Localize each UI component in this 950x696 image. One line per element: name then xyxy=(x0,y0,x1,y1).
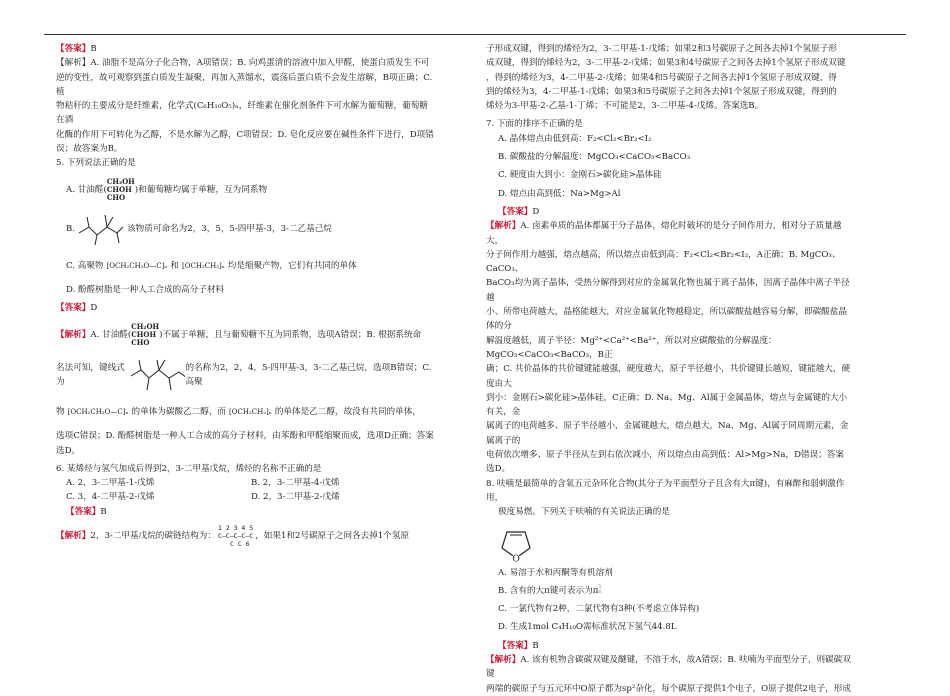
option-5a: A. 甘油醛( CH₂OH CHOH CHO )和葡萄糖均属于单糖，互为同系物 xyxy=(66,176,268,202)
analysis-text: 成双键，得到的烯烃为2，3-二甲基-2-戊烯；如果3和4号碳原子之间各去掉1个氢原子形成双键 xyxy=(486,58,846,69)
answer-label: 【答案】B xyxy=(498,640,539,651)
furan-ring-icon xyxy=(494,520,538,564)
option-6b: B. 2，3-二甲基-4-戊烯 xyxy=(251,478,340,489)
analysis-5b: 名法可知，键线式为 的名称为2，2，4，5-四甲基-3，3-二乙基己烷，选项B错误；C. 高聚 xyxy=(56,355,436,395)
analysis-text: 分子间作用力越强，熔点越高，所以熔点由低到高：F₂<Cl₂<Br₂<I₂，A正确；B. MgCO₃、CaCO₃、 xyxy=(486,249,841,275)
answer-label: 【答案】D xyxy=(498,206,540,217)
analysis-6: 【解析】2，3-二甲基戊烷的碳链结构为： 1 2 3 4 5 C—C—C—C—C C C 6 ，如果1和2号碳原子之间各去掉1个氢原 xyxy=(56,524,410,549)
skeletal-formula-icon xyxy=(129,358,186,392)
option-5d: D. 酚醛树脂是一种人工合成的高分子材料 xyxy=(66,284,225,295)
analysis-text: 确；C. 共价晶体的共价键键能越强，硬度越大，原子半径越小，共价键键长越短，键能越大，硬度由大 xyxy=(486,364,851,389)
analysis-text: ，得到的烯烃为3，4-二甲基-2-戊烯；如果4和5号碳原子之间各去掉1个氢原子形成双键，得 xyxy=(486,72,837,83)
analysis-text: 到的烯烃为3，4-二甲基-1-戊烯；如果3和5号碳原子之间各去掉1个氢原子形成双键，得到的 xyxy=(486,86,837,97)
analysis-text: 【解析】A. 油脂不是高分子化合物，A项错误；B. 向鸡蛋清的溶液中加入甲醛，使蛋白质发生不可 xyxy=(56,58,430,69)
analysis-text: 【解析】A. 该有机物含碳碳双键及醚键，不溶于水，故A错误；B. 呋喃为平面型分子，则碳碳双键 xyxy=(486,654,851,680)
analysis-text: 烯烃为3-甲基-2-乙基-1-丁烯；不可能是2，3-二甲基-4-戊烯。答案选B。 xyxy=(486,101,764,112)
analysis-text: BaCO₃均为离子晶体，受热分解得到对应的金属氧化物也属于离子晶体，因离子晶体中离子半径越 xyxy=(486,278,850,303)
analysis-5c: 物 [OCH₂CH₂O—C]ₙ 的单体为碳酸乙二醇，而 [OCH₂CH₂]ₙ 的单体是乙二醇，故没有共同的单体， xyxy=(56,395,436,429)
option-7a: A. 晶体熔点由低到高：F₂<Cl₂<Br₂<I₂ xyxy=(498,133,652,144)
analysis-text: 逆的变性，故可观察到蛋白质发生凝聚，再加入蒸馏水，震荡后蛋白质不会发生溶解，B项正确；C. 植 xyxy=(56,72,433,97)
furan-structure xyxy=(486,520,852,566)
analysis-text: 到小：金刚石>碳化硅>晶体硅，C正确；D. Na、Mg、Al属于金属晶体，熔点与金属键的大小有关，金 xyxy=(486,392,848,418)
analysis-text: 子形成双键，得到的烯烃为2，3-二甲基-1-戊烯；如果2和3号碳原子之间各去掉1个氢原子形 xyxy=(486,44,837,54)
options-6-ab xyxy=(56,476,436,490)
analysis-text: 化酶的作用下可转化为乙醇，不是水解为乙醇，C项错误；D. 皂化反应要在碱性条件下进行，D项错 xyxy=(56,129,434,140)
analysis-text: 解温度越低，离子半径：Mg²⁺<Ca²⁺<Ba²⁺，所以对应碳酸盐的分解温度：MgCO₃<CaCO₃<BaCO₃，B正 xyxy=(486,335,777,360)
question-8: 8. 呋喃是最简单的含氧五元杂环化合物(其分子为平面型分子且含有大π键)，有麻醉和弱刺激作用， xyxy=(486,478,845,503)
svg-text:O: O xyxy=(512,554,520,564)
analysis-5a: 【解析】A. 甘油醛( CH₂OH CHOH CHO )不属于单糖，且与葡萄糖不互为同系物，选项A错误；B. 根据系统命 xyxy=(56,322,422,348)
options-6-cd xyxy=(56,490,436,504)
analysis-text: 小、所带电荷越大，晶格能越大，对应金属氧化物越稳定，所以碳酸盐越容易分解，即碳酸盐晶体的分 xyxy=(486,307,847,332)
option-5b: B. 该物质可命名为2，3，5，5-四甲基-3，3-二乙基己烷 xyxy=(56,209,436,249)
left-column xyxy=(56,42,436,553)
polymer-1: [OCH₂CH₂O—C]ₙ xyxy=(67,408,129,417)
question-6: 6. 某烯烃与氢气加成后得到2，3-二甲基戊烷，烯烃的名称不正确的是 xyxy=(56,463,322,474)
analysis-text: 【解析】A. 卤素单质的晶体都属于分子晶体，熔化时破坏的是分子间作用力，相对分子质量越大， xyxy=(486,221,842,246)
option-8c: C. 一氯代物有2种，二氯代物有3种(不考虑立体异构) xyxy=(498,604,700,615)
analysis-text: 物秸秆的主要成分是纤维素，化学式(C₆H₁₀O₅)ₙ，纤维素在催化剂条件下可水解为葡萄糖，葡萄糖在酒 xyxy=(56,101,428,126)
option-8d: D. 生成1mol C₄H₁₀O需标准状况下氢气44.8L xyxy=(498,622,677,633)
question-7: 7. 下面的排序不正确的是 xyxy=(486,119,583,130)
option-6d: D. 2，3-二甲基-2-戊烯 xyxy=(251,492,340,503)
option-5c: C. 高聚物 [OCH₂CH₂O—C]ₙ 和 [OCH₂CH₂]ₙ 均是缩聚产物，它们有共同的单体 xyxy=(56,249,436,283)
polymer-2: [OCH₂CH₂]ₙ xyxy=(229,408,272,417)
right-column xyxy=(486,42,852,696)
option-7d: D. 熔点由高到低：Na>Mg>Al xyxy=(498,188,621,199)
polymer-2: [OCH₂CH₂]ₙ xyxy=(182,261,225,270)
option-6c: C. 3，4-二甲基-2-戊烯 xyxy=(66,492,155,503)
question-8-cont: 极度易燃。下列关于呋喃的有关说法正确的是 xyxy=(498,507,670,518)
skeletal-formula-icon xyxy=(75,211,127,247)
option-8b: B. 含有的大π键可表示为π5 6 xyxy=(498,584,602,596)
analysis-text: 电荷依次增多、原子半径从左到右依次减小，所以熔点由高到低：Al>Mg>Na，D错误；答案选D。 xyxy=(486,450,844,475)
analysis-text: 选D。 xyxy=(56,445,81,456)
option-8a: A. 易溶于水和丙酮等有机溶剂 xyxy=(498,567,613,578)
analysis-text: 误；故答案为B。 xyxy=(56,144,123,155)
top-rule xyxy=(44,34,906,35)
answer-label: 【答案】B xyxy=(56,44,97,54)
option-6a: A. 2，3-二甲基-1-戊烯 xyxy=(66,478,155,489)
polymer-1: [OCH₂CH₂O—C]ₙ xyxy=(106,261,168,270)
glycerol-structure: CH₂OH CHOH CHO xyxy=(106,176,135,202)
analysis-text: 两端的碳原子与五元环中O原子都为sp²杂化，每个碳原子提供1个电子，O原子提供2电子，形成 xyxy=(486,683,851,694)
glycerol-structure: CH₂OH CHOH CHO xyxy=(131,322,160,348)
option-7c: C. 硬度由大到小：金刚石>碳化硅>晶体硅 xyxy=(498,170,662,181)
analysis-text: 选项C错误；D. 酚醛树脂是一种人工合成的高分子材料，由苯酚和甲醛缩聚而成，选项D正确；答案 xyxy=(56,431,434,442)
option-7b: B. 碳酸盐的分解温度：MgCO₃<CaCO₃<BaCO₃ xyxy=(498,152,691,163)
answer-label: 【答案】D xyxy=(56,302,98,313)
analysis-text: 属离子的电荷越多、原子半径越小，金属键越大，熔点越大，Na、Mg、Al属于同周期元素，金属离子的 xyxy=(486,421,849,446)
answer-label: 【答案】B xyxy=(66,506,107,517)
carbon-chain: 1 2 3 4 5 C—C—C—C—C C C 6 xyxy=(217,524,254,549)
question-5: 5. 下列说法正确的是 xyxy=(56,158,136,169)
